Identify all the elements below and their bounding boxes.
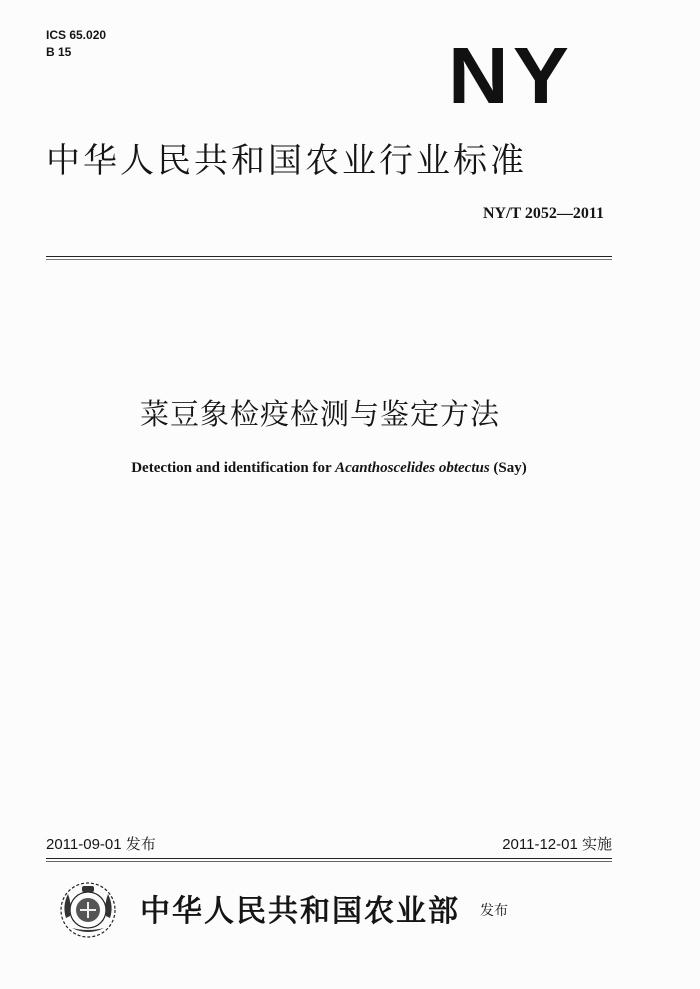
implementation-date: 2011-12-01 实施: [502, 836, 612, 853]
standard-number: NY/T 2052—2011: [482, 205, 604, 222]
english-title-suffix: (Say): [489, 460, 527, 476]
english-title-prefix: Detection and identification for: [131, 460, 336, 476]
classification-codes: [46, 27, 106, 61]
header-divider-secondary: [46, 259, 612, 260]
issuer-name: 中华人民共和国农业部: [140, 894, 460, 929]
document-title-english: [0, 460, 658, 477]
english-title-species: Acanthoscelides obtectus: [335, 460, 490, 476]
header-divider: [46, 256, 612, 257]
footer-divider: [46, 858, 612, 859]
ministry-emblem-icon: [58, 880, 118, 940]
issuer-action: 发布: [480, 903, 508, 919]
ics-code: ICS 65.020: [46, 28, 107, 42]
issue-date: 2011-09-01 发布: [46, 836, 156, 853]
standard-type-title: 中华人民共和国农业行业标准: [46, 141, 527, 181]
category-code: B 15: [46, 45, 72, 59]
footer-divider-secondary: [46, 861, 612, 862]
ny-brand-mark: NY: [448, 31, 574, 120]
document-title-chinese: 菜豆象检疫检测与鉴定方法: [139, 397, 500, 431]
